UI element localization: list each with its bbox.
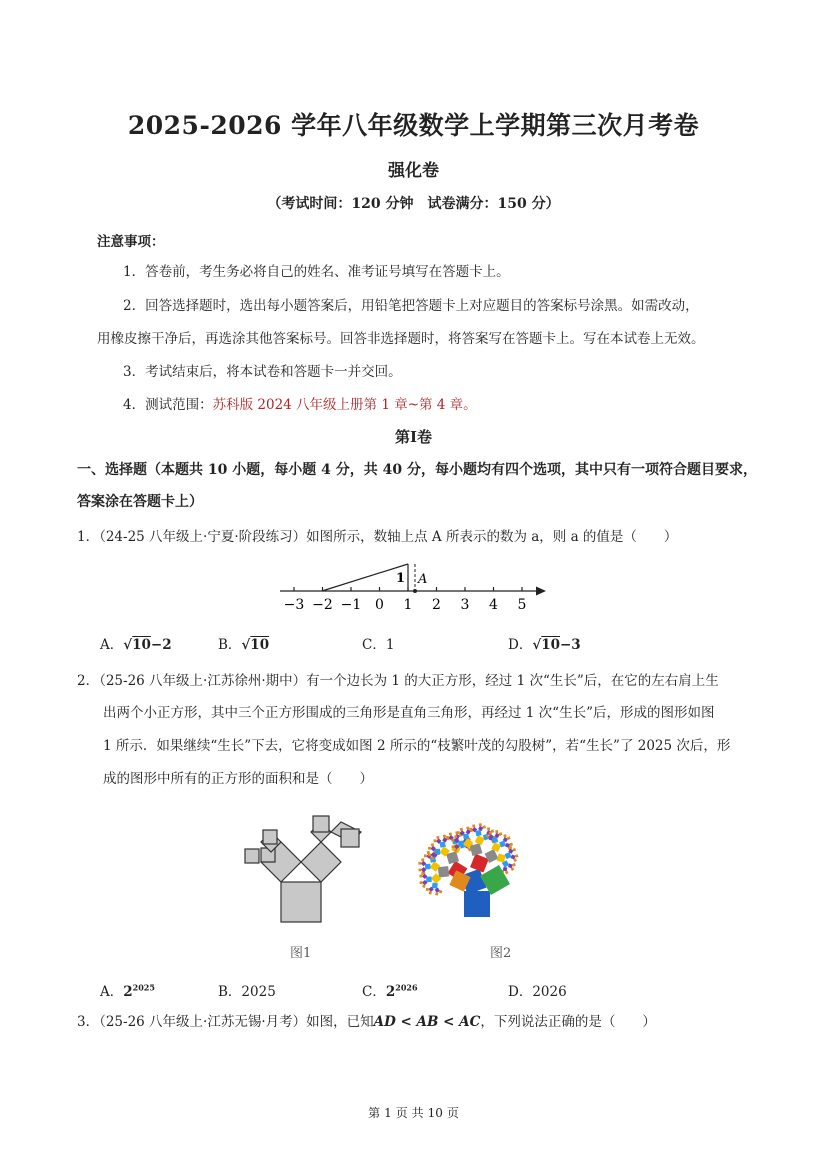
tree-square (435, 849, 441, 855)
tree-square (457, 831, 460, 834)
axis-tick-label: 0 (375, 597, 384, 613)
tree-square (449, 833, 452, 836)
tree-square (421, 858, 424, 861)
q2-option-b[interactable]: B．2025 (218, 984, 276, 1000)
tree-square (443, 835, 446, 838)
notice-heading: 注意事项： (97, 234, 165, 250)
page-footer: 第 1 页 共 10 页 (368, 1106, 459, 1120)
q2-line3: 1 所示．如果继续“生长”下去，它将变成如图 2 所示的“枝繁叶茂的勾股树”，若“生长”了 2025 次后，形 (103, 738, 731, 754)
tree-square (509, 846, 512, 849)
left-top-square (263, 830, 277, 844)
tree-square (452, 845, 455, 848)
left-leaf-square (245, 849, 259, 863)
notice-item-3: 3．考试结束后，将本试卷和答题卡一并交回。 (123, 364, 402, 380)
tree-square (431, 857, 434, 860)
notice-item-4-range: 苏科版 2024 八年级上册第 1 章~第 4 章。 (212, 397, 477, 413)
q2-line1: 2．（25-26 八年级上·江苏徐州·期中）有一个边长为 1 的大正方形，经过 1 次“生长”后，在它的左右肩上生 (77, 673, 719, 689)
fig2-caption: 图2 (490, 946, 512, 961)
page-title: 2025-2026 学年八年级数学上学期第三次月考卷 (127, 111, 700, 140)
tree-square (503, 834, 506, 837)
notice-item-2-line2: 用橡皮擦干净后，再选涂其他答案标号。回答非选择题时，将答案写在答题卡上。写在本试卷上无效。 (97, 331, 705, 347)
q1-option-b[interactable]: B．√10 (218, 637, 270, 653)
tree-square (418, 868, 421, 871)
tree-square (431, 843, 434, 846)
q1-option-c[interactable]: C．1 (362, 637, 395, 653)
tree-square (424, 854, 427, 857)
tree-square (434, 839, 437, 842)
q1-stem: 1．（24-25 八年级上·宁夏·阶段练习）如图所示，数轴上点 A 所表示的数为 a，则 a 的值是（ ） (77, 529, 678, 545)
tree-square (436, 836, 439, 839)
notice-item-4 (123, 395, 477, 415)
point-a-label: A (418, 572, 428, 587)
axis-tick-label: −1 (340, 597, 362, 613)
right-leaf-square (341, 829, 359, 847)
base-square (281, 882, 321, 922)
exam-info: （考试时间：120 分钟 试卷满分：150 分） (267, 196, 560, 212)
point-a (413, 589, 417, 593)
tree-square (487, 827, 490, 830)
pythagoras-tree-fig1 (238, 812, 373, 927)
tree-square (426, 888, 429, 891)
tree-square (495, 830, 498, 833)
tree-square (426, 877, 432, 883)
q1-number-line-figure (270, 555, 560, 617)
pythagoras-tree-fig2 (412, 805, 587, 920)
tree-square (505, 871, 509, 875)
tree-square (429, 891, 432, 894)
tree-square (419, 875, 422, 878)
total-pages: 10 (427, 1106, 443, 1120)
notice-item-1: 1．答卷前，考生务必将自己的姓名、准考证号填写在答题卡上。 (123, 264, 510, 280)
tree-square (432, 883, 438, 889)
tree-square (451, 839, 454, 842)
section-title: 第Ⅰ卷 (394, 428, 433, 446)
tree-square (503, 867, 507, 871)
q1-option-a[interactable]: A．√10−2 (100, 637, 172, 653)
axis-tick-label: 3 (460, 597, 470, 613)
tree-square (463, 833, 469, 839)
tree-square (497, 853, 506, 862)
fig1-caption: 图1 (290, 946, 312, 961)
trunk-square (464, 891, 490, 917)
tree-square (446, 836, 449, 839)
tree-square (489, 831, 492, 834)
axis-tick-label: 4 (489, 597, 498, 613)
q2-option-c[interactable]: C．$2^{2026}$ (362, 982, 418, 1000)
tree-square (454, 849, 457, 852)
axis-tick-label: −3 (283, 597, 305, 613)
axis-tick-label: −2 (312, 597, 333, 613)
q3-stem: 3．（25-26 八年级上·江苏无锡·月考）如图，已知AD < AB < AC，下列说法正确的是（ ） (77, 1014, 656, 1030)
tree-square (418, 862, 421, 865)
axis-tick-label: 5 (517, 597, 527, 613)
tree-square (421, 872, 424, 875)
right-square (301, 842, 341, 882)
part1-heading-line1: 一、选择题（本题共 10 小题，每小题 4 分，共 40 分，每小题均有四个选项，其中只有一项符合题目要求， (77, 462, 757, 478)
axis-tick-label: 2 (432, 597, 441, 613)
tree-square (475, 830, 481, 836)
tree-square (439, 841, 445, 847)
page-number: 1 (384, 1106, 392, 1120)
q2-line4: 成的图形中所有的正方形的面积和是（ ） (103, 771, 373, 787)
tree-square (512, 863, 516, 867)
height-label: 1 (396, 571, 406, 586)
notice-item-2-line1: 2．回答选择题时，选出每小题答案后，用铅笔把答题卡上对应题目的答案标号涂黑。如需改动， (123, 298, 699, 314)
q2-option-a[interactable]: A．$2^{2025}$ (100, 982, 155, 1000)
q1-option-d[interactable]: D．√10−3 (508, 637, 581, 653)
tree-square (425, 864, 431, 870)
tree-square (469, 828, 472, 831)
tree-square (478, 826, 483, 831)
tree-square (458, 841, 464, 847)
tree-square (454, 835, 457, 838)
tree-square (428, 853, 431, 856)
tree-square (460, 828, 463, 831)
page-subtitle: 强化卷 (388, 161, 439, 181)
tree-square (510, 843, 514, 847)
tree-square (420, 881, 423, 884)
notice-item-4-prefix: 4．测试范围： (123, 397, 213, 413)
tree-square (492, 837, 498, 843)
tree-square (472, 824, 475, 827)
part1-heading-line2: 答案涂在答题卡上） (77, 494, 203, 510)
tree-square (438, 866, 449, 877)
tree-square (515, 854, 519, 858)
axis-arrow-icon (536, 587, 546, 596)
tree-square (422, 885, 425, 888)
tree-square (479, 823, 482, 826)
right-top-square (313, 816, 329, 832)
tree-square (466, 826, 469, 829)
q2-option-d[interactable]: D．2026 (508, 984, 567, 1000)
axis-tick-label: 1 (403, 597, 413, 613)
tree-square (428, 847, 431, 850)
tree-square (486, 835, 489, 838)
q2-line2: 出两个小正方形，其中三个正方形围成的三角形是直角三角形，再经过 1 次“生长”后，形成的图形如图 (103, 705, 715, 721)
tree-square (435, 892, 438, 895)
